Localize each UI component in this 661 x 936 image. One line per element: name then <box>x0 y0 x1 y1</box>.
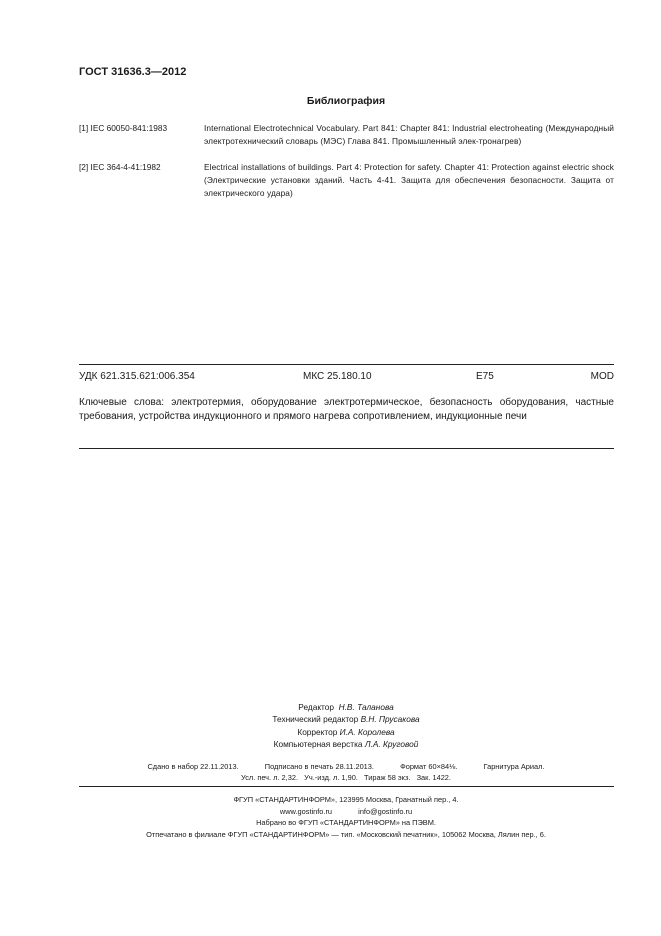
reference-text-2: Electrical installations of buildings. Part 4: Protection for safety. Chapter 41: Protection against electric shock (Электрические установки зданий. Часть 4-41. Защита для обеспечения безопасности. Защита от электрического удара) <box>204 162 614 198</box>
signed-date: Подписано в печать 28.11.2013. <box>264 762 374 771</box>
udk-code: УДК 621.315.621:006.354 <box>79 371 195 382</box>
typeset-note: Набрано во ФГУП «СТАНДАРТИНФОРМ» на ПЭВМ. <box>256 818 436 827</box>
tech-editor-label: Технический редактор <box>272 714 359 725</box>
editor-name: Н.В. Таланова <box>338 702 394 712</box>
typeface: Гарнитура Ариал. <box>483 762 545 771</box>
mod-label: MOD <box>590 371 614 382</box>
layout-label: Компьютерная верстка <box>273 738 363 749</box>
bibliography-title: Библиография <box>306 95 386 107</box>
layout-name: Л.А. Круговой <box>364 738 419 749</box>
print-sheets: Усл. печ. л. 2,32. <box>241 773 298 782</box>
mks-code: МКС 25.180.10 <box>303 371 372 382</box>
website-link[interactable]: www.gostinfo.ru <box>279 806 333 816</box>
corrector-name: И.А. Королева <box>339 726 395 737</box>
reference-number-1: [1] IEC 60050-841:1983 <box>79 123 168 133</box>
publishing-sheets: Уч.-изд. л. 1,90. <box>304 773 358 782</box>
classification-row <box>79 371 614 385</box>
credits-block <box>0 701 661 750</box>
circulation: Тираж 58 экз. <box>364 773 411 782</box>
category-code: Е75 <box>476 371 494 382</box>
keywords: Ключевые слова: электротермия, оборудование электротермическое, безопасность оборудования, частные требования, устройства индукционного и прямого нагрева сопротивлением, индукционные печи <box>79 397 614 422</box>
publishing-row-1 <box>0 761 661 773</box>
tech-editor-name: В.Н. Прусакова <box>360 714 420 725</box>
divider-top <box>79 364 614 365</box>
sent-date: Сдано в набор 22.11.2013. <box>147 762 239 771</box>
publisher-footer <box>0 794 661 840</box>
standard-header: ГОСТ 31636.3—2012 <box>79 66 187 78</box>
printed-note: Отпечатано в филиале ФГУП «СТАНДАРТИНФОРМ» — тип. «Московский печатник», 105062 Москва, Лялин пер., 6. <box>146 829 546 839</box>
divider-bottom <box>79 448 614 449</box>
corrector-label: Корректор <box>297 726 338 737</box>
editor-label: Редактор <box>298 702 334 712</box>
print-format: Формат 60×84⅛. <box>400 762 458 771</box>
publisher-address: ФГУП «СТАНДАРТИНФОРМ», 123995 Москва, Гранатный пер., 4. <box>233 795 459 804</box>
order-number: Зак. 1422. <box>416 773 451 782</box>
publishing-row-2 <box>0 772 661 784</box>
email-link[interactable]: info@gostinfo.ru <box>358 806 413 816</box>
divider-footer <box>79 786 614 787</box>
reference-text-1: International Electrotechnical Vocabulary. Part 841: Chapter 841: Industrial electroheating (Международный электротехнический словарь (МЭС) Глава 841. Промышленный элек-тронагрев) <box>204 123 614 146</box>
reference-number-2: [2] IEC 364-4-41:1982 <box>79 162 161 172</box>
